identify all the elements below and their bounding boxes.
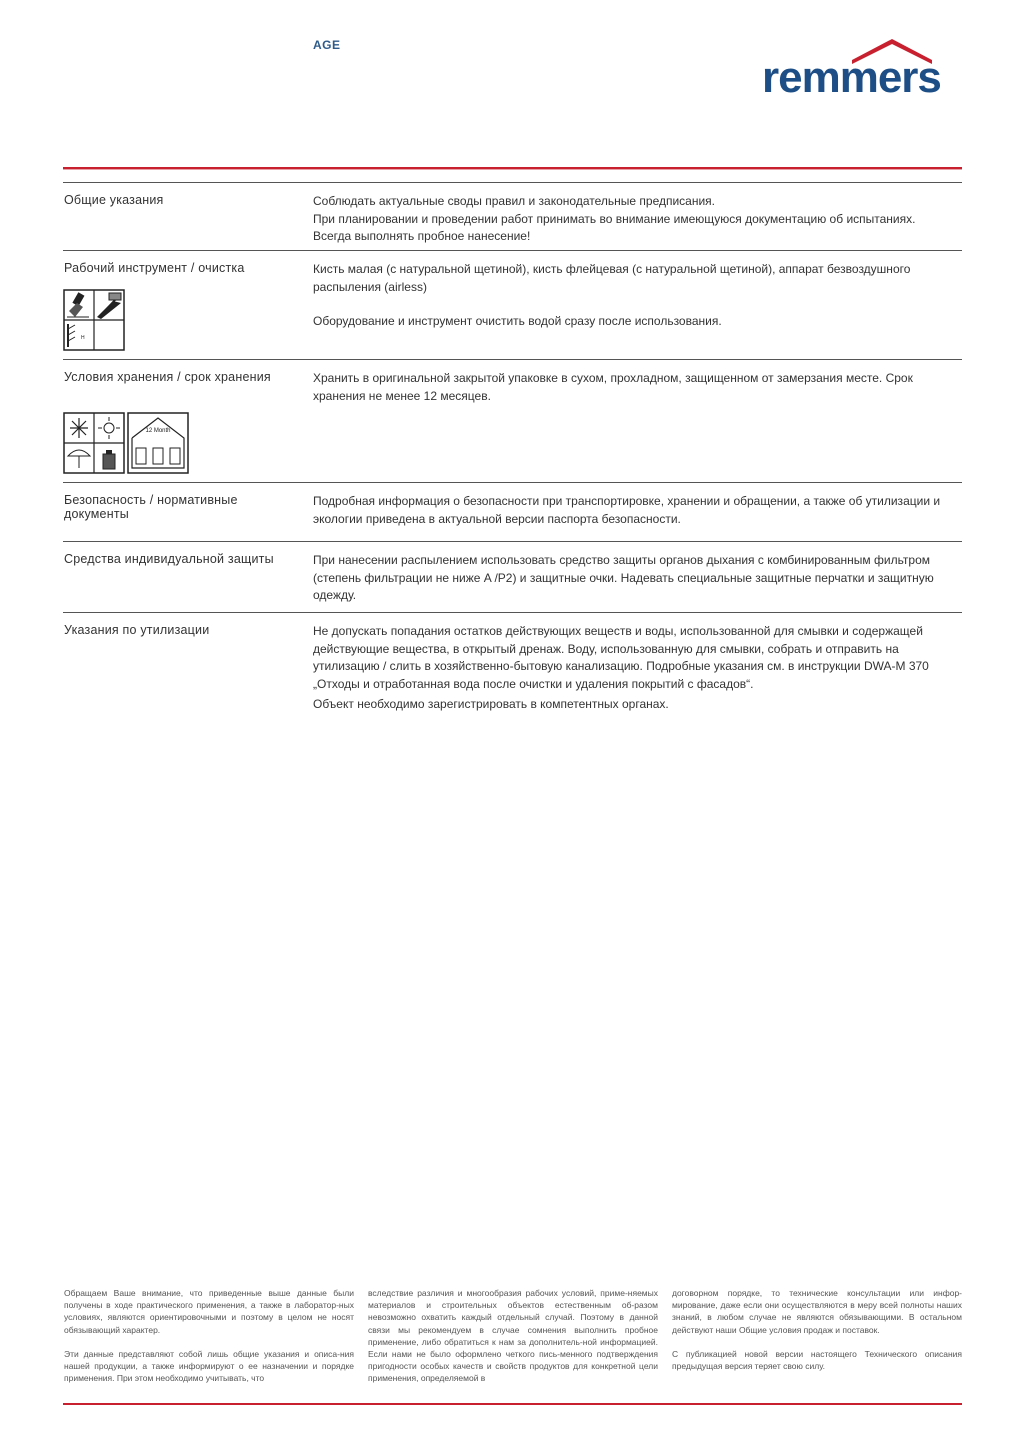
section-disposal: [63, 612, 962, 723]
tools-icon: [63, 289, 125, 351]
section-content: [313, 493, 963, 528]
footer-paragraph: договорном порядке, то технические консультации или инфор-мирование, даже если они осуществляются в меру всей полноты наших знаний, в любом случае не являются обязывающими. В остальном действуют наши Общие условия продаж и поставок.: [672, 1288, 962, 1335]
section-label: Указания по утилизации: [64, 623, 210, 637]
section-general-notes: [63, 182, 962, 251]
section-tools-cleaning: [63, 250, 962, 360]
remmers-logo: [762, 36, 962, 104]
section-label: Условия хранения / срок хранения: [64, 370, 271, 384]
product-code: AGE: [313, 38, 341, 52]
svg-text:H: H: [81, 335, 85, 341]
section-content: [313, 261, 963, 331]
footer-divider: [63, 1403, 962, 1405]
paragraph: При нанесении распылением использовать средство защиты органов дыхания с комбинированным фильтром (степень фильтрации не ниже A /P2) и защитные очки. Надевать специальные защитные перчатки и защитную одежду.: [313, 553, 934, 602]
section-content: [313, 623, 963, 714]
paragraph: Кисть малая (с натуральной щетиной), кисть флейцевая (с натуральной щетиной), аппарат безвоздушного распыления (airless): [313, 262, 911, 294]
logo-text: remmers: [762, 53, 941, 102]
section-ppe: [63, 541, 962, 613]
section-storage: [63, 359, 962, 483]
section-label: Безопасность / нормативные документы: [64, 493, 238, 521]
shelf-life-icon: [127, 412, 189, 474]
paragraph: Хранить в оригинальной закрытой упаковке в сухом, прохладном, защищенном от замерзания месте. Срок хранения не менее 12 месяцев.: [313, 371, 913, 403]
paragraph: Объект необходимо зарегистрировать в компетентных органах.: [313, 697, 669, 711]
paragraph: Не допускать попадания остатков действующих веществ и воды, использованной для смывки и содержащей действующие вещества, в открытый дренаж. Воду, использованную для смывки, собрать и отправить на утилизацию / слить в хозяйственно-бытовую канализацию. Подробные указания см. в инструкции DWA-M 370 „Отходы и отработанная вода после очистки и удаления покрытий с фасадов“.: [313, 624, 929, 691]
section-content: [313, 370, 963, 405]
section-content: [313, 552, 963, 605]
section-label: Средства индивидуальной защиты: [64, 552, 274, 566]
section-label: Общие указания: [64, 193, 164, 207]
section-content: [313, 193, 963, 246]
paragraph: Подробная информация о безопасности при транспортировке, хранении и обращении, а также об утилизации и экологии приведена в актуальной версии паспорта безопасности.: [313, 494, 941, 526]
paragraph: При планировании и проведении работ принимать во внимание имеющуюся документацию об испытаниях.: [313, 211, 916, 226]
section-safety: [63, 482, 962, 542]
paragraph: Всегда выполнять пробное нанесение!: [313, 229, 531, 243]
footer-paragraph: вследствие различия и многообразия рабочих условий, приме-няемых материалов и строительных объектов естественным об-разом невозможно охватить каждый отдельный случай. Поэтому в данной связи мы рекомендуем в случае сомнения выполнить пробное применение, либо обратиться к нам за дополнитель-ной информацией. Если нами не было оформлено четкого пись-менного подтверждения пригодности особых качеств и свойств продуктов для конкретной цели применения, определяемой в: [368, 1288, 658, 1384]
footer-column-1: [64, 1287, 354, 1396]
storage-conditions-icon: [63, 412, 125, 474]
shelf-life-icon-label: 12 Month: [145, 428, 171, 434]
section-label: Рабочий инструмент / очистка: [64, 261, 245, 275]
paragraph: Оборудование и инструмент очистить водой сразу после использования.: [313, 314, 722, 328]
footer-paragraph: Обращаем Ваше внимание, что приведенные выше данные были получены в ходе практического применения, а также в лаборатор-ных условиях, являются ориентировочными и поэтому в целом не носят обязывающий характер.: [64, 1288, 354, 1335]
footer-column-2: [368, 1287, 658, 1397]
paragraph: Соблюдать актуальные своды правил и законодательные предписания.: [313, 194, 716, 208]
footer-paragraph: С публикацией новой версии настоящего Технического описания предыдущая версия теряет свою силу.: [672, 1348, 962, 1372]
footer-paragraph: Эти данные представляют собой лишь общие указания и описа-ния нашей продукции, а также информируют о ее назначении и порядке применения. При этом необходимо учитывать, что: [64, 1348, 354, 1384]
footer-column-3: [672, 1287, 962, 1384]
